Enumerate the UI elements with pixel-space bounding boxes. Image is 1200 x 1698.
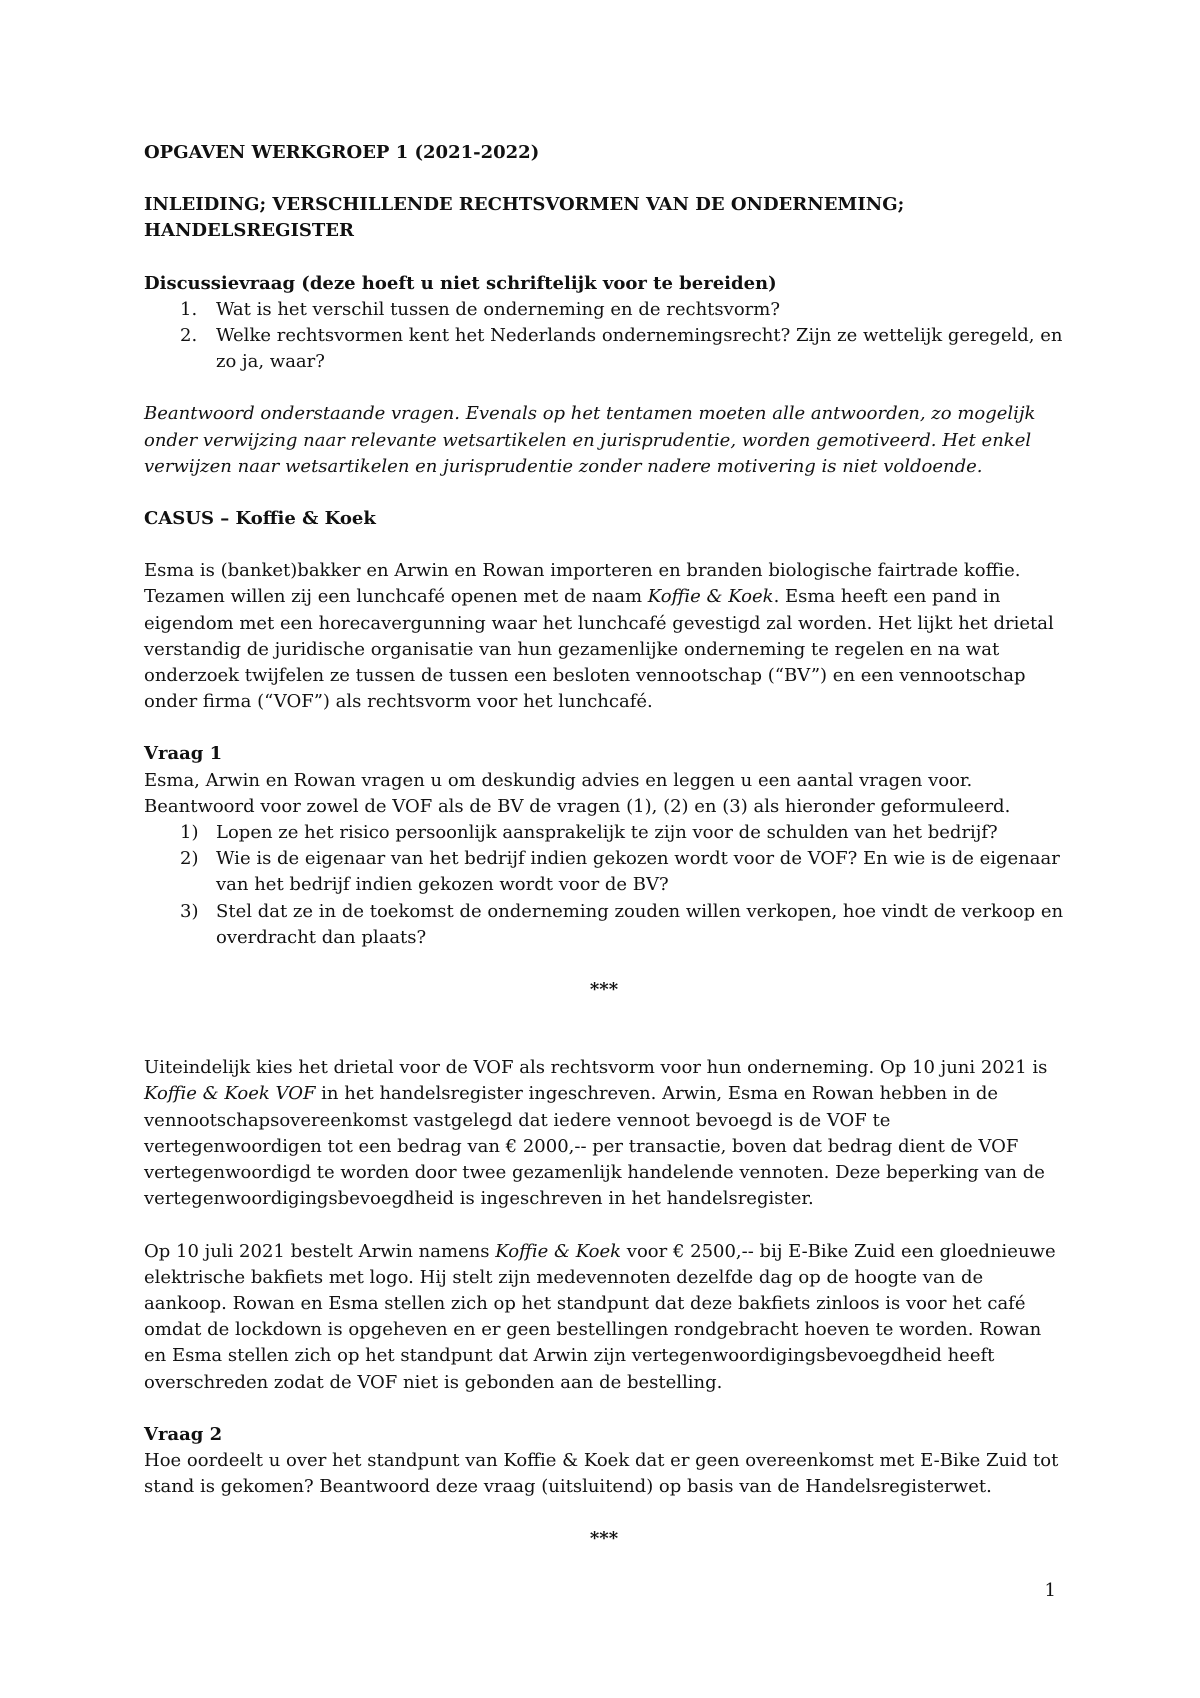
document-page — [144, 140, 1064, 1553]
bakfiets-text-part: voor € 2500,-- bij E-Bike Zuid een gloednieuwe elektrische bakfiets met logo. Hij stelt zijn medevennoten dezelfde dag op de hoogte van de aankoop. Rowan en Esma stellen zich op het standpunt dat deze bakfiets zinloos is voor het café omdat de lockdown is opgeheven en er geen bestellingen rondgebracht hoeven te worden. Rowan en Esma stellen zich op het standpunt dat Arwin zijn vertegenwoordigingsbevoegdheid heeft overschreden zodat de VOF niet is gebonden aan de bestelling. — [144, 1240, 1056, 1393]
discussion-list — [144, 297, 1064, 376]
list-marker: 1) — [180, 822, 199, 844]
list-text: Stel dat ze in de toekomst de onderneming zouden willen verkopen, hoe vindt de verkoop en overdracht dan plaats? — [216, 900, 1064, 948]
company-name: Koffie & Koek — [495, 1240, 622, 1262]
bakfiets-paragraph — [144, 1239, 1064, 1396]
subtitle-line-2: HANDELSREGISTER — [144, 220, 354, 242]
section-separator: *** — [589, 979, 619, 1001]
casus-text-part: . Esma heeft een pand in eigendom met een horecavergunning waar het lunchcafé gevestigd zal worden. Het lijkt het drietal verstandig de juridische organisatie van hun gezamenlijke onderneming te regelen en na wat onderzoek twijfelen ze tussen de tussen een besloten vennootschap (“BV”) en een vennootschap onder firma (“VOF”) als rechtsvorm voor het lunchcafé. — [144, 586, 1054, 713]
subtitle-line-1: INLEIDING; VERSCHILLENDE RECHTSVORMEN VAN DE ONDERNEMING; — [144, 194, 905, 216]
list-item — [144, 297, 1064, 323]
vraag2-heading: Vraag 2 — [144, 1423, 223, 1445]
bakfiets-text-part: Op 10 juli 2021 bestelt Arwin namens — [144, 1240, 496, 1262]
vraag1-heading: Vraag 1 — [144, 743, 223, 765]
page-number: 1 — [1044, 1580, 1056, 1601]
discussion-heading: Discussievraag (deze hoeft u niet schriftelijk voor te bereiden) — [144, 272, 777, 294]
casus-text-part: Esma is (banket)bakker en Arwin en Rowan importeren en branden biologische fairtrade koffie. Tezamen willen zij een lunchcafé openen met de naam — [144, 560, 1021, 608]
document-subtitle — [144, 192, 1064, 244]
vraag1-intro: Esma, Arwin en Rowan vragen u om deskundig advies en leggen u een aantal vragen voor. Beantwoord voor zowel de VOF als de BV de vragen (1), (2) en (3) als hieronder geformuleerd. — [144, 769, 1011, 817]
vraag1-list — [144, 820, 1064, 951]
list-text: Welke rechtsvormen kent het Nederlands ondernemingsrecht? Zijn ze wettelijk geregeld, en zo ja, waar? — [216, 325, 1063, 373]
list-marker: 1. — [180, 298, 198, 320]
list-item — [144, 323, 1064, 375]
cafe-name: Koffie & Koek — [647, 586, 774, 608]
list-item — [144, 846, 1064, 898]
document-title: OPGAVEN WERKGROEP 1 (2021-2022) — [144, 142, 540, 163]
list-marker: 2) — [180, 848, 199, 870]
list-item — [144, 899, 1064, 951]
casus-heading: CASUS – Koffie & Koek — [144, 508, 376, 530]
vof-text-part: in het handelsregister ingeschreven. Arwin, Esma en Rowan hebben in de vennootschapsovereenkomst vastgelegd dat iedere vennoot bevoegd is de VOF te vertegenwoordigen tot een bedrag van € 2000,-- per transactie, boven dat bedrag dient de VOF vertegenwoordigd te worden door twee gezamenlijk handelende vennoten. Deze beperking van de vertegenwoordigingsbevoegdheid is ingeschreven in het handelsregister. — [144, 1083, 1045, 1210]
vof-paragraph — [144, 1055, 1064, 1212]
list-marker: 3) — [180, 900, 199, 922]
list-item — [144, 820, 1064, 846]
list-text: Lopen ze het risico persoonlijk aansprakelijk te zijn voor de schulden van het bedrijf? — [216, 822, 998, 844]
list-text: Wie is de eigenaar van het bedrijf indien gekozen wordt voor de VOF? En wie is de eigenaar van het bedrijf indien gekozen wordt voor de BV? — [216, 848, 1060, 896]
casus-paragraph — [144, 558, 1064, 715]
vof-text-part: Uiteindelijk kies het drietal voor de VOF als rechtsvorm voor hun onderneming. Op 10 juni 2021 is — [144, 1057, 1048, 1079]
list-text: Wat is het verschil tussen de onderneming en de rechtsvorm? — [216, 298, 780, 320]
section-separator: *** — [589, 1528, 619, 1550]
instructions-paragraph: Beantwoord onderstaande vragen. Evenals op het tentamen moeten alle antwoorden, zo mogelijk onder verwijzing naar relevante wetsartikelen en jurisprudentie, worden gemotiveerd. Het enkel verwijzen naar wetsartikelen en jurisprudentie zonder nadere motivering is niet voldoende. — [144, 403, 1036, 477]
company-name: Koffie & Koek VOF — [144, 1083, 316, 1105]
list-marker: 2. — [180, 325, 198, 347]
vraag2-text: Hoe oordeelt u over het standpunt van Koffie & Koek dat er geen overeenkomst met E-Bike Zuid tot stand is gekomen? Beantwoord deze vraag (uitsluitend) op basis van de Handelsregisterwet. — [144, 1449, 1059, 1498]
